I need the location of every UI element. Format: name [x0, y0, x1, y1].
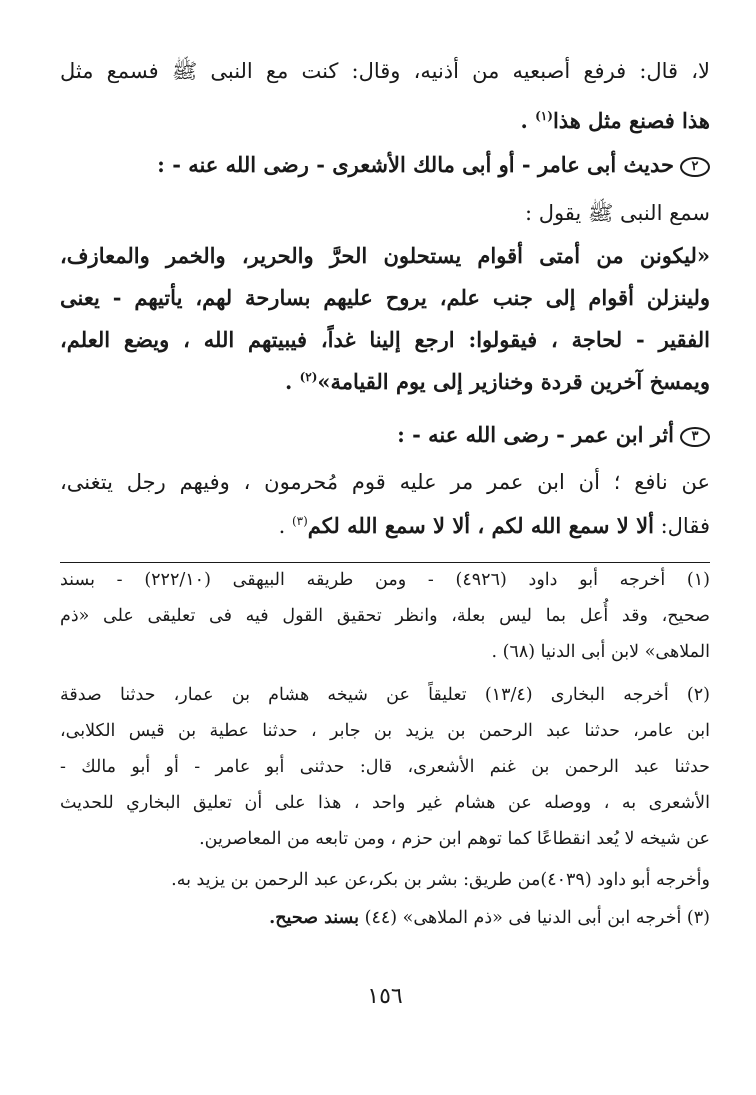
section-number-2: ٢ [680, 157, 710, 177]
footnote-ref-3: (٣) [291, 514, 308, 528]
book-page [60, 40, 710, 1060]
body-line-2: هذا فصنع مثل هذا$^{(١)}$ . [520, 108, 710, 133]
hadith-line-4: ويمسخ آخرين قردة وخنازير إلى يوم القيامة»$^{(٢)}$ . [284, 369, 710, 394]
body-line-10: عن نافع ؛ أن ابن عمر مر عليه قوم مُحرمون ، وفيهم رجل يتغنى، [60, 470, 710, 494]
hadith-line-3: الفقير - لحاجة ، فيقولوا: ارجع إلينا غداً، فيبيتهم الله ، ويضع العلم، [60, 327, 710, 352]
footnote-3: (٣) أخرجه ابن أبى الدنيا فى «ذم الملاهى» (٤٤) بسند صحيح. [269, 908, 710, 928]
footnote-2-line-4: الأشعرى به ، ووصله عن هشام غير واحد ، هذا على أن تعليق البخاري للحديث [60, 793, 710, 813]
footnote-2-line-6: وأخرجه أبو داود (٤٠٣٩)من طريق: بشر بن بكر،عن عبد الرحمن بن يزيد به. [171, 870, 710, 890]
heading-3: ٣أثر ابن عمر - رضى الله عنه - : [60, 422, 710, 447]
hadith-line-2: ولينزلن أقوام إلى جنب علم، يروح عليهم بسارحة لهم، يأتيهم - يعنى [60, 285, 710, 310]
page-number: ١٥٦ [367, 984, 403, 1009]
footnote-2-line-1: (٢) أخرجه البخارى (١٣/٤) تعليقاً عن شيخه هشام بن عمار، حدثنا صدقة [60, 685, 710, 705]
heading-2: ٢حديث أبى عامر - أو أبى مالك الأشعرى - رضى الله عنه - : [60, 152, 710, 177]
footnote-divider [60, 562, 710, 563]
footnote-1-line-2: صحيح، وقد أُعل بما ليس بعلة، وانظر تحقيق القول فيه فى تعليقى على «ذم [60, 606, 710, 626]
footnote-1-line-1: (١) أخرجه أبو داود (٤٩٢٦) - ومن طريقه البيهقى (٢٢٢/١٠) - بسند [60, 570, 710, 590]
body-line-4: سمع النبى ﷺ يقول : [524, 201, 710, 225]
footnote-2-line-2: ابن عامر، حدثنا عبد الرحمن بن يزيد بن جابر ، حدثنا عطية بن قيس الكلابى، [60, 721, 710, 741]
footnote-ref-2: (٢) [299, 370, 318, 384]
footnote-2-line-5: عن شيخه لا يُعد انقطاعًا كما توهم ابن حزم ، ومن تابعه من المعاصرين. [199, 829, 710, 849]
footnote-1-line-3: الملاهى» لابن أبى الدنيا (٦٨) . [491, 642, 710, 662]
body-line-1: لا، قال: فرفع أصبعيه من أذنيه، وقال: كنت مع النبى ﷺ فسمع مثل [60, 59, 710, 83]
footnote-2-line-3: حدثنا عبد الرحمن بن غنم الأشعرى، قال: حدثنى أبو عامر - أو أبو مالك - [60, 757, 710, 777]
body-line-11: فقال: ألا لا سمع الله لكم ، ألا لا سمع الله لكم$^{(٣)}$ . [278, 513, 710, 538]
hadith-line-1: «ليكونن من أمتى أقوام يستحلون الحرَّ والحرير، والخمر والمعازف، [60, 243, 710, 268]
section-number-3: ٣ [680, 427, 710, 447]
footnote-ref-1: (١) [535, 109, 553, 123]
